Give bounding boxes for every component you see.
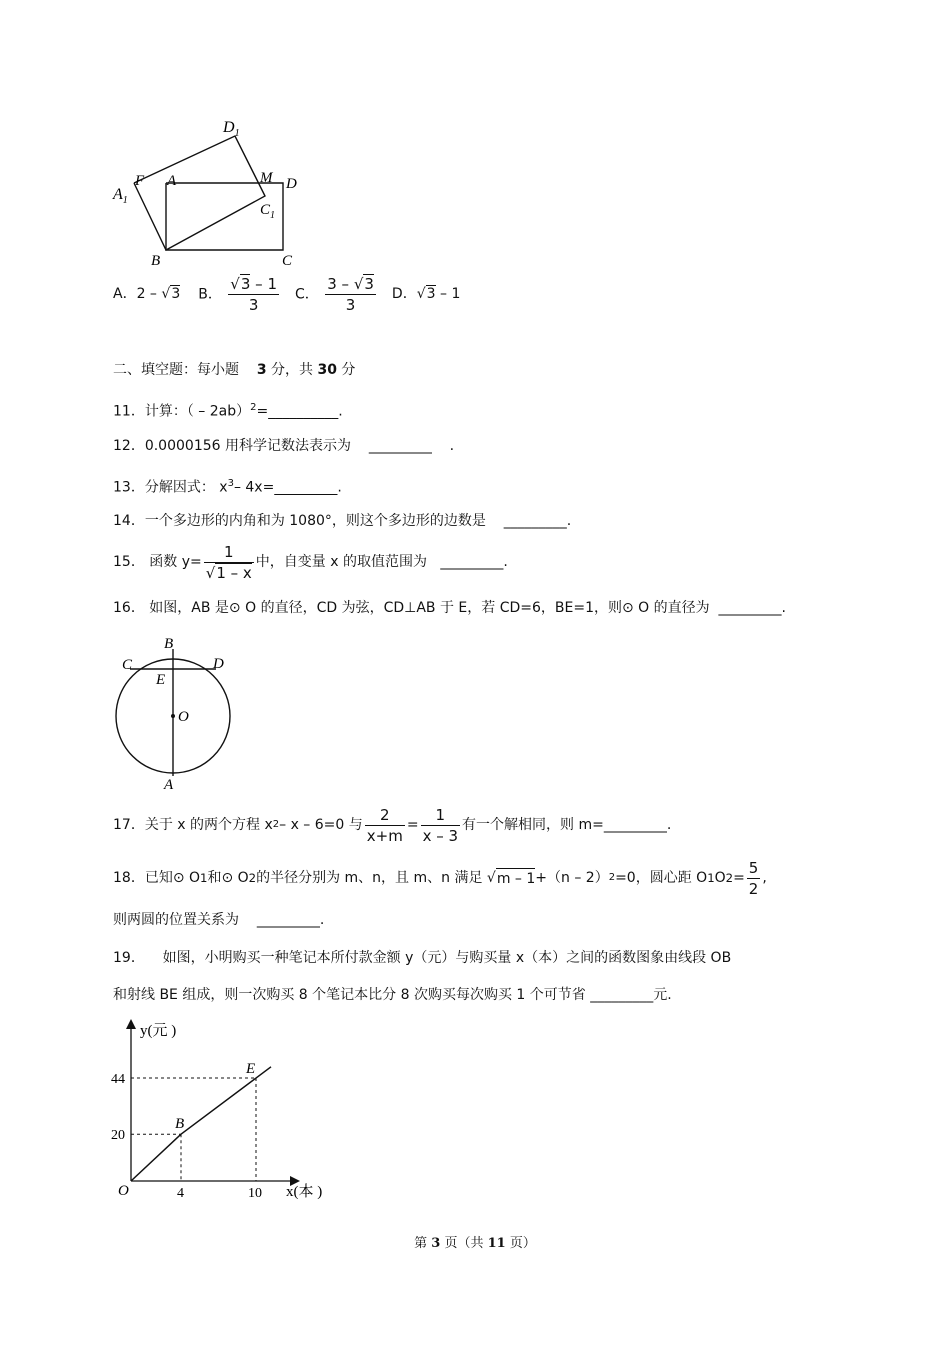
x-axis-label: x(本 ) bbox=[286, 1184, 323, 1200]
label-D1: $D_1$ bbox=[223, 119, 240, 139]
series-be bbox=[181, 1067, 271, 1134]
label-B: B bbox=[151, 253, 161, 269]
label-C: C bbox=[282, 253, 293, 269]
y-tick-44: 44 bbox=[111, 1072, 125, 1088]
question-18: 18． 已知⊙ O 1 和⊙ O 2 的半径分别为 m、n，且 m、n 满足 √ m – 1 +（n – 2） 2 =0，圆心距 O 1 O 2 = $\frac{5}{2}$ , bbox=[113, 858, 767, 898]
label-E: E bbox=[156, 672, 166, 688]
x-tick-10: 10 bbox=[248, 1186, 262, 1201]
label-F: F bbox=[135, 173, 145, 189]
question-14: 14．一个多边形的内角和为 1080°，则这个多边形的边数是 _________. bbox=[113, 513, 572, 529]
question-17: 17． 关于 x 的两个方程 x 2 – x – 6=0 与 $\frac{2}{x+m}$ = $\frac{1}{x - 3}$ 有一个解相同，则 m=_________. bbox=[113, 805, 672, 845]
label-D: D bbox=[286, 176, 297, 192]
label-C1: $C_1$ bbox=[260, 202, 276, 221]
label-A: A bbox=[164, 777, 174, 792]
page-footer: 第 3 页（共 11 页） bbox=[414, 1236, 536, 1251]
option-d: D．√3 – 1 bbox=[391, 286, 461, 302]
option-a: A．2 – √3 bbox=[113, 286, 181, 302]
x-tick-4: 4 bbox=[177, 1186, 184, 1201]
y-tick-20: 20 bbox=[111, 1128, 125, 1144]
question-16: 16． 如图，AB 是⊙ O 的直径，CD 为弦，CD⊥AB 于 E，若 CD=6，BE=1，则⊙ O 的直径为 _________. bbox=[113, 600, 786, 616]
q10-rectangle-figure bbox=[105, 110, 315, 270]
center-dot bbox=[171, 714, 175, 718]
question-12: 12．0.0000156 用科学记数法表示为 _________ . bbox=[113, 438, 455, 454]
point-label-B: B bbox=[175, 1116, 185, 1133]
q16-circle-figure bbox=[108, 632, 238, 792]
label-A1: $A_1$ bbox=[113, 186, 128, 206]
point-label-E: E bbox=[246, 1061, 256, 1078]
q10-options bbox=[113, 272, 460, 316]
label-M: M bbox=[260, 170, 273, 186]
label-D: D bbox=[213, 656, 224, 672]
label-A: A bbox=[167, 173, 177, 189]
y-axis-arrow bbox=[126, 1019, 136, 1029]
q19-function-chart bbox=[100, 1015, 340, 1205]
section-heading: 二、填空题：每小题 3 分，共 30 分 bbox=[113, 362, 356, 378]
question-11: 11．计算：（ – 2ab）$^2$=__________. bbox=[113, 402, 343, 420]
question-18-line2: 则两圆的位置关系为 _________. bbox=[113, 912, 325, 928]
question-19-line2: 和射线 BE 组成，则一次购买 8 个笔记本比分 8 次购买每次购买 1 个可节省 _________元. bbox=[113, 987, 672, 1003]
option-b: B． $\frac{√3 - 1}{3}$ bbox=[198, 274, 277, 314]
series-ob bbox=[131, 1134, 181, 1181]
label-C: C bbox=[122, 657, 133, 673]
question-19-line1: 19． 如图，小明购买一种笔记本所付款金额 y（元）与购买量 x（本）之间的函数图象由线段 OB bbox=[113, 950, 732, 966]
option-c: C． $\frac{3 - √3}{3}$ bbox=[295, 274, 374, 314]
rect-A1BC1D1 bbox=[134, 136, 265, 250]
question-13: 13．分解因式： $x^3-$ 4x=_________. bbox=[113, 478, 342, 496]
label-B: B bbox=[164, 636, 174, 652]
origin-label: O bbox=[118, 1183, 129, 1199]
question-15: 15． 函数 y= $\frac{1}{√1 - x}$ 中，自变量 x 的取值范围为 _________ . bbox=[113, 542, 508, 582]
y-axis-label: y(元 ) bbox=[140, 1023, 177, 1039]
label-O: O bbox=[178, 709, 189, 725]
